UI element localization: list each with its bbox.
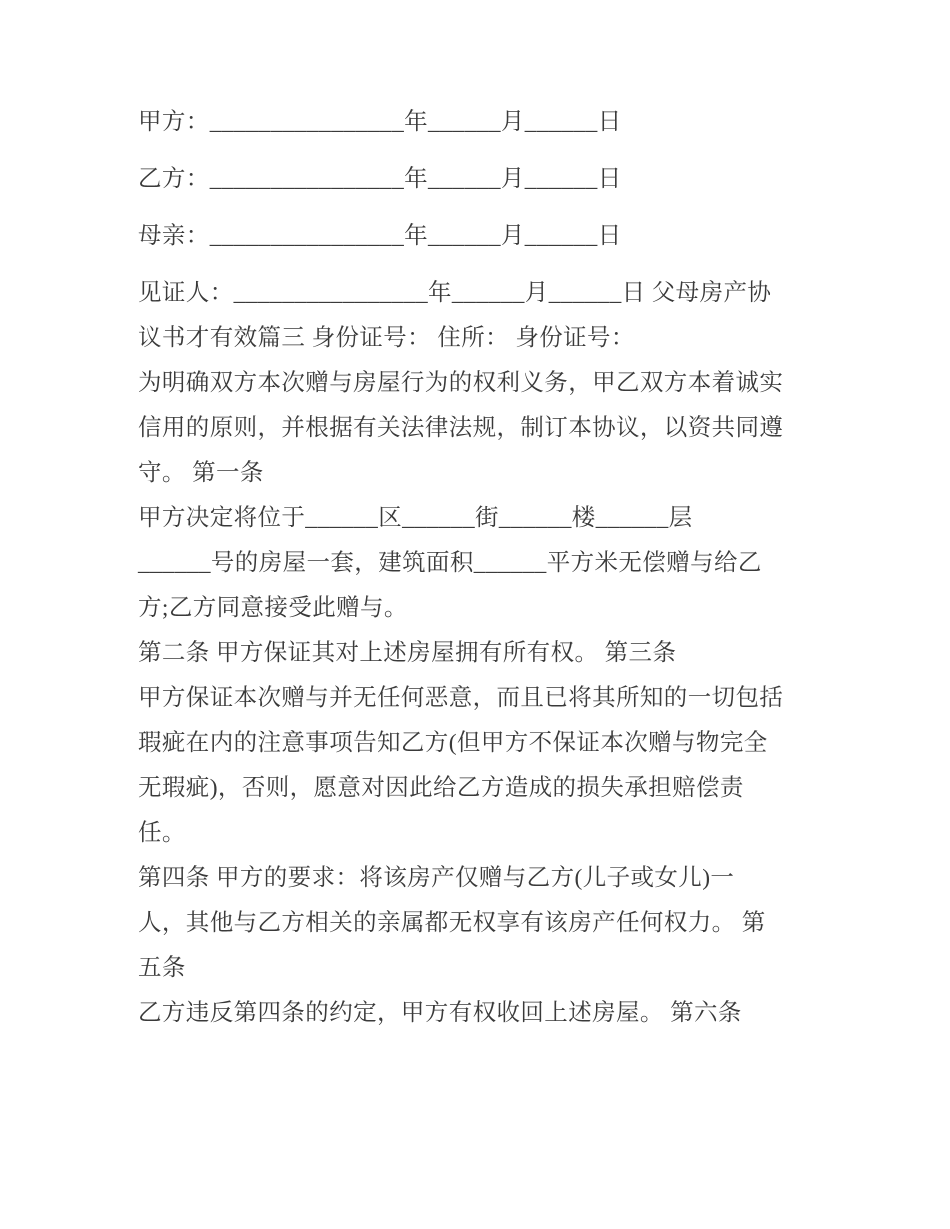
- paragraph-line: 为明确双方本次赠与房屋行为的权利义务，甲乙双方本着诚实: [138, 370, 784, 396]
- paragraph-line: 第四条 甲方的要求：将该房产仅赠与乙方(儿子或女儿)一: [138, 865, 735, 891]
- signature-line-mother: 母亲：________________年______月______日: [138, 223, 622, 249]
- paragraph-line: 议书才有效篇三 身份证号： 住所： 身份证号：: [138, 325, 635, 351]
- paragraph-line: 方;乙方同意接受此赠与。: [138, 595, 408, 621]
- paragraph-line: 甲方保证本次赠与并无任何恶意，而且已将其所知的一切包括: [138, 685, 784, 711]
- paragraph-line: 甲方决定将位于______区______街______楼______层: [138, 505, 693, 531]
- paragraph-line: 信用的原则，并根据有关法律法规，制订本协议，以资共同遵: [138, 415, 784, 441]
- document-body: [138, 100, 815, 1036]
- paragraph-line: 无瑕疵)，否则，愿意对因此给乙方造成的损失承担赔偿责: [138, 775, 744, 801]
- signature-line-party-b: 乙方：________________年______月______日: [138, 166, 622, 192]
- paragraph-line: 第二条 甲方保证其对上述房屋拥有所有权。 第三条: [138, 640, 677, 666]
- paragraph-line: 乙方违反第四条的约定，甲方有权收回上述房屋。 第六条: [138, 1000, 742, 1026]
- paragraph-line: ______号的房屋一套，建筑面积______平方米无偿赠与给乙: [138, 550, 762, 576]
- paragraph-line: 瑕疵在内的注意事项告知乙方(但甲方不保证本次赠与物完全: [138, 730, 768, 756]
- signature-line-party-a: 甲方：________________年______月______日: [138, 109, 622, 135]
- paragraph-line: 守。 第一条: [138, 460, 264, 486]
- paragraph-line: 人，其他与乙方相关的亲属都无权享有该房产任何权力。 第: [138, 910, 766, 936]
- paragraph-line: 五条: [138, 955, 186, 981]
- paragraph-line: 任。: [138, 820, 186, 846]
- paragraph-line: 见证人：________________年______月______日 父母房产协: [138, 280, 772, 306]
